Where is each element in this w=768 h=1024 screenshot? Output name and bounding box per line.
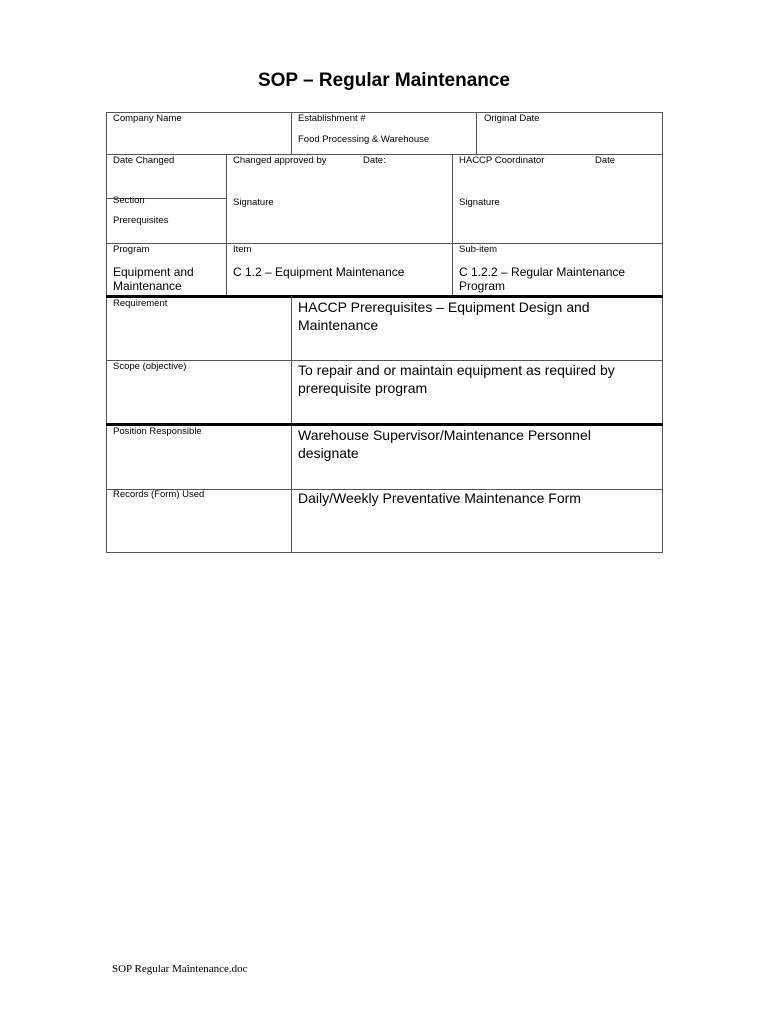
records-used-value: Daily/Weekly Preventative Maintenance Form	[298, 490, 581, 506]
scope-label: Scope (objective)	[113, 361, 187, 372]
date-changed-label: Date Changed	[113, 155, 175, 166]
cell-divider	[452, 154, 453, 296]
document-footer: SOP Regular Maintenance.doc	[112, 963, 248, 975]
program-value: Equipment and Maintenance	[113, 265, 194, 293]
item-label: Item	[233, 244, 252, 255]
table-border-right	[662, 112, 663, 552]
establishment-label: Establishment #	[298, 113, 366, 124]
cell-divider	[226, 154, 227, 296]
scope-value: To repair and or maintain equipment as required by prerequisite program	[298, 362, 615, 396]
section-label: Section	[113, 195, 145, 206]
sop-form-table	[106, 112, 662, 552]
cell-divider	[291, 112, 292, 154]
signature-label: Signature	[233, 197, 274, 208]
cell-divider	[476, 112, 477, 154]
original-date-label: Original Date	[484, 113, 540, 124]
requirement-label: Requirement	[113, 298, 168, 309]
requirement-value: HACCP Prerequisites – Equipment Design and Maintenance	[298, 299, 590, 333]
subitem-label: Sub-item	[459, 244, 498, 255]
page-title: SOP – Regular Maintenance	[257, 70, 510, 91]
position-responsible-label: Position Responsible	[113, 426, 202, 437]
company-name-label: Company Name	[113, 113, 182, 124]
row-divider	[106, 360, 662, 361]
changed-approved-by-label: Changed approved by	[233, 155, 327, 166]
haccp-date-label: Date	[595, 155, 616, 166]
subitem-value: C 1.2.2 – Regular Maintenance Program	[459, 265, 626, 293]
table-border-bottom	[106, 552, 663, 553]
item-value: C 1.2 – Equipment Maintenance	[233, 265, 405, 279]
date-label: Date:	[363, 155, 386, 166]
records-used-label: Records (Form) Used	[113, 489, 205, 500]
signature-label: Signature	[459, 197, 500, 208]
table-border-top	[106, 112, 662, 113]
establishment-value: Food Processing & Warehouse	[298, 134, 430, 145]
section-value: Prerequisites	[113, 215, 169, 226]
section-divider-thick	[106, 295, 663, 298]
program-label: Program	[113, 244, 150, 255]
haccp-coordinator-label: HACCP Coordinator	[459, 155, 545, 166]
table-border-left	[106, 112, 107, 552]
row-divider	[106, 243, 662, 244]
position-responsible-value: Warehouse Supervisor/Maintenance Personnel designate	[298, 427, 591, 461]
